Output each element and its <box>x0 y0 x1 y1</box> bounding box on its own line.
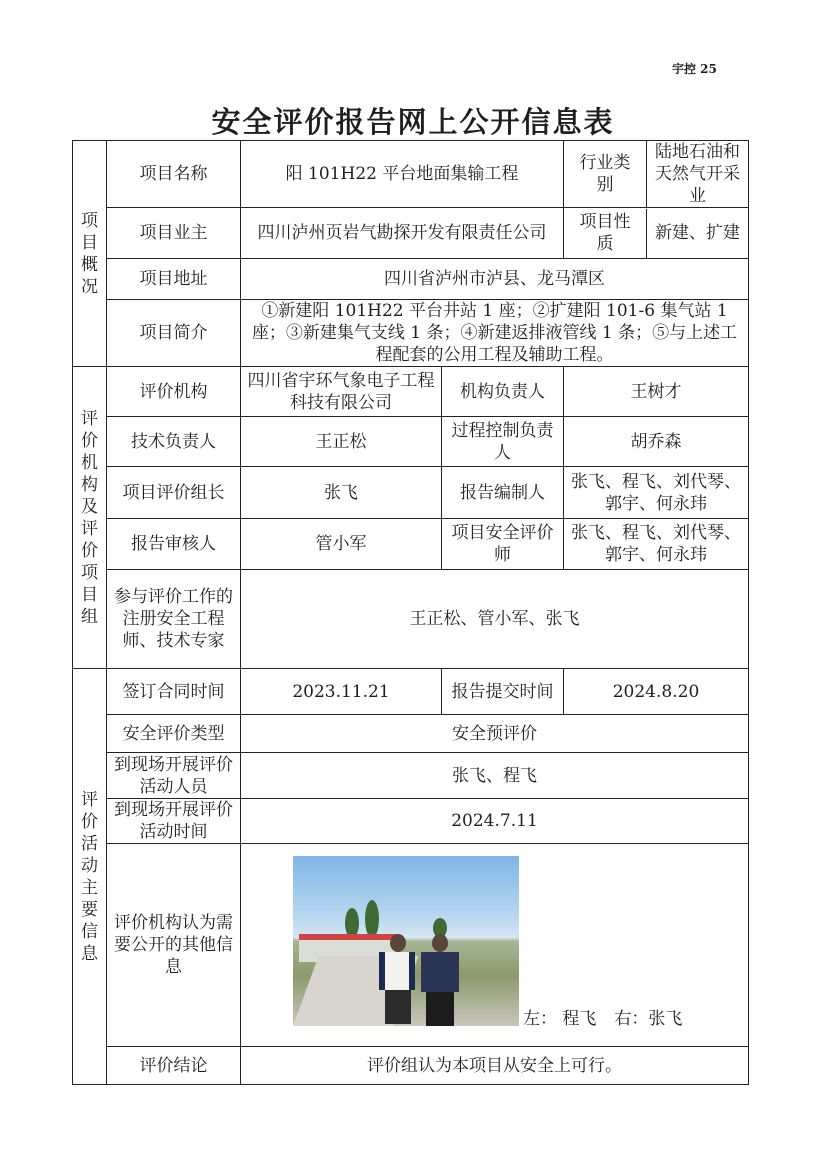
caption-right: 右：张飞 <box>614 1009 683 1029</box>
label-staff: 到现场开展评价活动人员 <box>107 753 241 799</box>
label-assessor: 项目安全评价师 <box>442 519 564 570</box>
value-date: 2024.7.11 <box>241 799 749 844</box>
photo-caption <box>523 1008 682 1030</box>
value-experts: 王正松、管小军、张飞 <box>241 570 749 669</box>
value-tech: 王正松 <box>241 417 442 467</box>
info-table <box>72 140 749 1085</box>
value-conclusion: 评价组认为本项目从安全上可行。 <box>241 1047 749 1085</box>
label-leader: 项目评价组长 <box>107 467 241 519</box>
label-other: 评价机构认为需要公开的其他信息 <box>107 844 241 1047</box>
label-owner: 项目业主 <box>107 208 241 259</box>
value-type: 安全预评价 <box>241 715 749 753</box>
value-author: 张飞、程飞、刘代琴、郭宇、何永玮 <box>564 467 749 519</box>
label-address: 项目地址 <box>107 259 241 300</box>
caption-left: 左： 程飞 <box>523 1009 597 1029</box>
value-staff: 张飞、程飞 <box>241 753 749 799</box>
value-head: 王树才 <box>564 367 749 417</box>
other-info-cell <box>241 844 749 1047</box>
value-submit: 2024.8.20 <box>564 669 749 715</box>
label-summary: 项目简介 <box>107 300 241 367</box>
label-contract: 签订合同时间 <box>107 669 241 715</box>
label-industry: 行业类别 <box>564 141 647 207</box>
value-address: 四川省泸州市泸县、龙马潭区 <box>241 259 749 300</box>
label-process: 过程控制负责人 <box>442 417 564 467</box>
label-date: 到现场开展评价活动时间 <box>107 799 241 844</box>
label-org: 评价机构 <box>107 367 241 417</box>
label-reviewer: 报告审核人 <box>107 519 241 570</box>
value-leader: 张飞 <box>241 467 442 519</box>
value-org: 四川省宇环气象电子工程科技有限公司 <box>241 367 442 417</box>
document-code: 宇控 25 <box>672 62 717 76</box>
value-process: 胡乔森 <box>564 417 749 467</box>
value-project-name: 阳 101H22 平台地面集输工程 <box>241 141 564 208</box>
section-overview: 项目概况 <box>73 141 107 367</box>
label-project-name: 项目名称 <box>107 141 241 208</box>
label-tech: 技术负责人 <box>107 417 241 467</box>
value-reviewer: 管小军 <box>241 519 442 570</box>
label-type: 安全评价类型 <box>107 715 241 753</box>
label-author: 报告编制人 <box>442 467 564 519</box>
section-activities: 评价活动主要信息 <box>73 669 107 1085</box>
label-submit: 报告提交时间 <box>442 669 564 715</box>
site-photo <box>293 856 519 1026</box>
value-nature: 新建、扩建 <box>655 223 740 243</box>
label-experts: 参与评价工作的注册安全工程师、技术专家 <box>107 570 241 669</box>
value-contract: 2023.11.21 <box>241 669 442 715</box>
value-industry: 陆地石油和天然气开采业 <box>655 142 740 206</box>
value-owner: 四川泸州页岩气勘探开发有限责任公司 <box>241 208 564 259</box>
value-assessor: 张飞、程飞、刘代琴、郭宇、何永玮 <box>564 519 749 570</box>
label-conclusion: 评价结论 <box>107 1047 241 1085</box>
page-title: 安全评价报告网上公开信息表 <box>211 105 615 139</box>
label-head: 机构负责人 <box>442 367 564 417</box>
label-nature: 项目性质 <box>564 209 647 258</box>
section-institution: 评价机构及评价项目组 <box>73 367 107 669</box>
value-summary: ①新建阳 101H22 平台井站 1 座；②扩建阳 101-6 集气站 1 座；③新建集气支线 1 条；④新建返排液管线 1 条；⑤与上述工程配套的公用工程及辅助工程。 <box>241 300 749 367</box>
